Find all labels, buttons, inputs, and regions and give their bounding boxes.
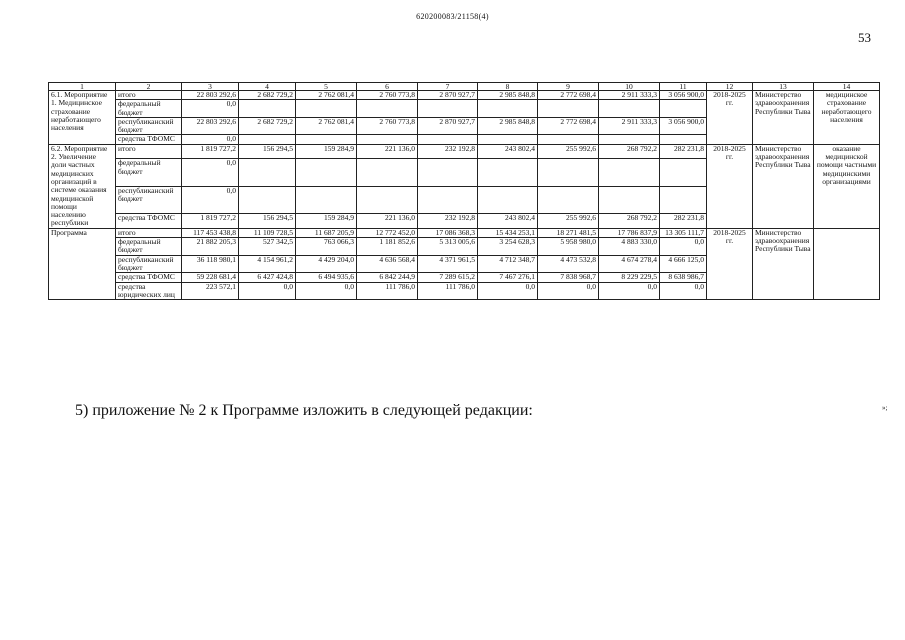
implementation-period: 2018-2025 гг. [707, 228, 753, 299]
funding-value: 763 066,3 [296, 238, 357, 256]
table-row [49, 228, 880, 237]
funding-value: 527 342,5 [239, 238, 296, 256]
funding-source: итого [116, 91, 182, 100]
funding-value [418, 100, 478, 118]
funding-value [357, 135, 418, 144]
funding-value: 21 882 205,3 [182, 238, 239, 256]
funding-value: 4 674 278,4 [599, 255, 660, 273]
funding-value: 4 666 125,0 [660, 255, 707, 273]
funding-value [660, 135, 707, 144]
funding-value: 0,0 [660, 282, 707, 300]
responsible-executor: Министерство здравоохранения Республики Тыва [753, 228, 814, 299]
column-number: 4 [239, 83, 296, 91]
column-number: 8 [478, 83, 538, 91]
funding-source: итого [116, 228, 182, 237]
funding-value [478, 186, 538, 213]
funding-value: 3 056 900,0 [660, 91, 707, 100]
funding-value: 243 802,4 [478, 214, 538, 229]
page-number: 53 [858, 30, 871, 45]
funding-value [660, 159, 707, 186]
program-funding-table [48, 82, 880, 300]
funding-value: 5 958 980,0 [538, 238, 599, 256]
funding-value: 7 467 276,1 [478, 273, 538, 282]
funding-value: 6 494 935,6 [296, 273, 357, 282]
column-number: 13 [753, 83, 814, 91]
closing-quote-mark: »; [882, 404, 888, 412]
funding-value: 4 429 204,0 [296, 255, 357, 273]
funding-value: 17 086 368,3 [418, 228, 478, 237]
funding-value: 4 712 348,7 [478, 255, 538, 273]
funding-value [357, 159, 418, 186]
funding-value: 156 294,5 [239, 214, 296, 229]
funding-value [239, 135, 296, 144]
funding-value: 6 842 244,9 [357, 273, 418, 282]
funding-value: 255 992,6 [538, 214, 599, 229]
funding-value [239, 186, 296, 213]
amendment-text: 5) приложение № 2 к Программе изложить в следующей редакции: [75, 402, 533, 419]
funding-value: 1 819 727,2 [182, 144, 239, 159]
column-number: 3 [182, 83, 239, 91]
funding-value: 0,0 [182, 159, 239, 186]
funding-value: 4 371 961,5 [418, 255, 478, 273]
column-number: 11 [660, 83, 707, 91]
funding-value: 6 427 424,8 [239, 273, 296, 282]
funding-value [296, 100, 357, 118]
funding-value: 111 786,0 [357, 282, 418, 300]
document-id: 620200083/21158(4) [416, 12, 489, 21]
funding-value: 159 284,9 [296, 214, 357, 229]
column-number: 6 [357, 83, 418, 91]
funding-value [418, 186, 478, 213]
funding-value: 159 284,9 [296, 144, 357, 159]
funding-value [357, 186, 418, 213]
funding-source: федеральный бюджет [116, 159, 182, 186]
column-number: 2 [116, 83, 182, 91]
funding-value: 5 313 005,6 [418, 238, 478, 256]
implementation-period: 2018-2025 гг. [707, 91, 753, 145]
measure-name: 6.2. Мероприятие 2. Увеличение доли частных медицинских организаций в системе оказания медицинской помощи населению республики [49, 144, 116, 228]
column-number: 10 [599, 83, 660, 91]
funding-value: 2 682 729,2 [239, 91, 296, 100]
column-number: 9 [538, 83, 599, 91]
funding-value [296, 135, 357, 144]
column-number: 12 [707, 83, 753, 91]
funding-value: 0,0 [660, 238, 707, 256]
funding-value: 111 786,0 [418, 282, 478, 300]
funding-value: 8 638 986,7 [660, 273, 707, 282]
funding-value: 0,0 [239, 282, 296, 300]
funding-value: 2 682 729,2 [239, 117, 296, 135]
column-number: 5 [296, 83, 357, 91]
table-row [49, 91, 880, 100]
column-number: 1 [49, 83, 116, 91]
funding-value [478, 159, 538, 186]
funding-value [599, 135, 660, 144]
funding-value: 221 136,0 [357, 144, 418, 159]
funding-value: 2 760 773,8 [357, 117, 418, 135]
column-number: 7 [418, 83, 478, 91]
funding-value: 2 911 333,3 [599, 117, 660, 135]
funding-value: 11 687 205,9 [296, 228, 357, 237]
funding-value [239, 159, 296, 186]
funding-value: 243 802,4 [478, 144, 538, 159]
funding-value: 0,0 [599, 282, 660, 300]
funding-value: 22 803 292,6 [182, 91, 239, 100]
funding-value: 0,0 [296, 282, 357, 300]
funding-value: 22 803 292,6 [182, 117, 239, 135]
funding-source: средства ТФОМС [116, 273, 182, 282]
column-number-row [49, 83, 880, 91]
funding-value: 3 254 628,3 [478, 238, 538, 256]
funding-value: 7 838 968,7 [538, 273, 599, 282]
funding-source: федеральный бюджет [116, 238, 182, 256]
funding-value [418, 159, 478, 186]
funding-value [538, 186, 599, 213]
implementation-period: 2018-2025 гг. [707, 144, 753, 228]
funding-value: 18 271 481,5 [538, 228, 599, 237]
funding-value: 282 231,8 [660, 214, 707, 229]
funding-value: 11 109 728,5 [239, 228, 296, 237]
funding-value [660, 100, 707, 118]
measure-name: Программа [49, 228, 116, 299]
funding-value: 17 786 837,9 [599, 228, 660, 237]
funding-value: 3 056 900,0 [660, 117, 707, 135]
funding-value [478, 100, 538, 118]
funding-value: 13 305 111,7 [660, 228, 707, 237]
funding-value: 4 154 961,2 [239, 255, 296, 273]
funding-source: средства ТФОМС [116, 214, 182, 229]
funding-value: 2 870 927,7 [418, 91, 478, 100]
table-row [49, 144, 880, 159]
funding-value: 59 228 681,4 [182, 273, 239, 282]
funding-value: 255 992,6 [538, 144, 599, 159]
funding-value: 4 473 532,8 [538, 255, 599, 273]
funding-value: 268 792,2 [599, 144, 660, 159]
funding-value: 15 434 253,1 [478, 228, 538, 237]
funding-source: средства юридических лиц [116, 282, 182, 300]
funding-value: 2 985 848,8 [478, 91, 538, 100]
funding-value: 221 136,0 [357, 214, 418, 229]
funding-value: 117 453 438,8 [182, 228, 239, 237]
funding-value: 0,0 [182, 100, 239, 118]
funding-value [599, 100, 660, 118]
funding-value: 232 192,8 [418, 144, 478, 159]
funding-value [599, 159, 660, 186]
funding-value: 2 985 848,8 [478, 117, 538, 135]
funding-value: 0,0 [182, 135, 239, 144]
funding-value [538, 135, 599, 144]
funding-value: 4 883 330,0 [599, 238, 660, 256]
funding-value: 2 762 081,4 [296, 117, 357, 135]
funding-value [418, 135, 478, 144]
funding-source: итого [116, 144, 182, 159]
funding-value: 7 289 615,2 [418, 273, 478, 282]
funding-value: 2 772 698,4 [538, 117, 599, 135]
funding-value: 0,0 [538, 282, 599, 300]
funding-value [296, 159, 357, 186]
responsible-executor: Министерство здравоохранения Республики Тыва [753, 91, 814, 145]
funding-value: 8 229 229,5 [599, 273, 660, 282]
funding-value: 2 870 927,7 [418, 117, 478, 135]
funding-value: 36 118 980,1 [182, 255, 239, 273]
funding-value: 223 572,1 [182, 282, 239, 300]
funding-value: 268 792,2 [599, 214, 660, 229]
funding-value [538, 159, 599, 186]
expected-result: оказание медицинской помощи частными медицинскими организациями [814, 144, 880, 228]
funding-value: 4 636 568,4 [357, 255, 418, 273]
funding-value [538, 100, 599, 118]
funding-value [239, 100, 296, 118]
expected-result: медицинское страхование неработающего населения [814, 91, 880, 145]
funding-value: 1 819 727,2 [182, 214, 239, 229]
funding-source: средства ТФОМС [116, 135, 182, 144]
responsible-executor: Министерство здравоохранения Республики Тыва [753, 144, 814, 228]
funding-value [660, 186, 707, 213]
funding-source: федеральный бюджет [116, 100, 182, 118]
funding-value: 156 294,5 [239, 144, 296, 159]
funding-value: 282 231,8 [660, 144, 707, 159]
funding-value: 0,0 [478, 282, 538, 300]
funding-value: 1 181 852,6 [357, 238, 418, 256]
funding-source: республиканский бюджет [116, 186, 182, 213]
funding-value: 2 762 081,4 [296, 91, 357, 100]
funding-value [599, 186, 660, 213]
funding-value: 2 911 333,3 [599, 91, 660, 100]
funding-value [478, 135, 538, 144]
expected-result [814, 228, 880, 299]
funding-value [296, 186, 357, 213]
funding-value [357, 100, 418, 118]
funding-value: 2 760 773,8 [357, 91, 418, 100]
column-number: 14 [814, 83, 880, 91]
funding-value: 232 192,8 [418, 214, 478, 229]
funding-source: республиканский бюджет [116, 117, 182, 135]
funding-value: 2 772 698,4 [538, 91, 599, 100]
funding-source: республиканский бюджет [116, 255, 182, 273]
funding-value: 12 772 452,0 [357, 228, 418, 237]
funding-value: 0,0 [182, 186, 239, 213]
measure-name: 6.1. Мероприятие 1. Медицинское страхование неработающего населения [49, 91, 116, 145]
